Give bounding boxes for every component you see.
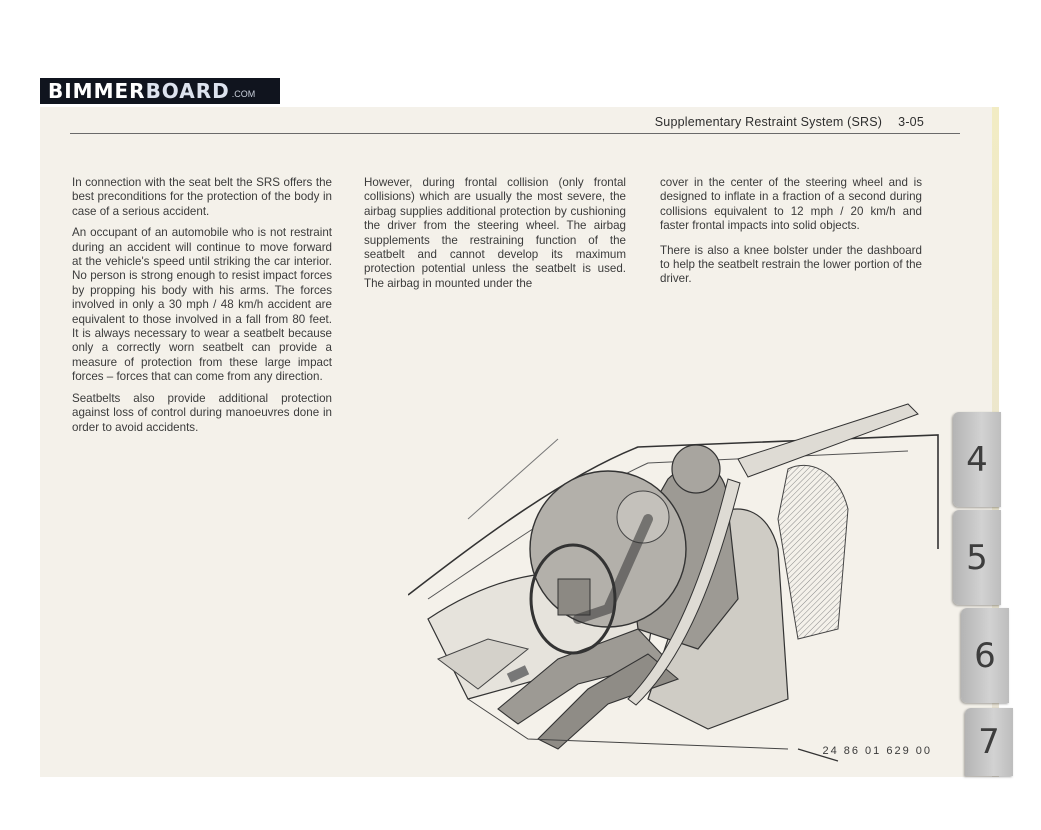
- manual-page: [40, 107, 999, 777]
- paragraph: However, during frontal collision (only frontal collisions) which are usually the most severe, the airbag supplies additional protection by cushioning the driver from the steering wheel. The airbag supplements the restraining function of the seatbelt and cannot develop its maximum protection potential unless the seatbelt is used. The airbag in mounted under the: [364, 176, 626, 290]
- text-column-1: [72, 176, 332, 442]
- page-number: 3-05: [898, 115, 924, 129]
- chapter-tab-6[interactable]: 6: [961, 608, 1009, 703]
- section-title: Supplementary Restraint System (SRS): [654, 115, 883, 129]
- paragraph: Seatbelts also provide additional protection against loss of control during manoeuvres done in order to avoid accidents.: [72, 391, 332, 434]
- chapter-tab-7[interactable]: 7: [965, 708, 1013, 776]
- chapter-tab-5[interactable]: 5: [953, 510, 1001, 605]
- text-column-2: [364, 176, 626, 298]
- paragraph: In connection with the seat belt the SRS offers the best preconditions for the protection of the body in case of a serious accident.: [72, 176, 332, 218]
- logo-text: BIMMERBOARD: [48, 79, 230, 103]
- airbag-illustration: [408, 399, 968, 767]
- bimmerboard-logo: [40, 78, 280, 104]
- airbag-illustration-drawing: [408, 399, 968, 767]
- figure-code: 24 86 01 629 00: [822, 745, 932, 757]
- running-head: [655, 115, 924, 129]
- paragraph: There is also a knee bolster under the dashboard to help the seatbelt restrain the lower portion of the driver.: [660, 243, 922, 286]
- logo-domain: .COM: [231, 89, 256, 99]
- header-rule: [70, 133, 960, 134]
- paragraph: An occupant of an automobile who is not restraint during an accident will continue to move forward at the vehicle's speed until striking the car interior. No person is strong enough to resist impact forces by propping his body with his arms. The forces involved in only a 30 mph / 48 km/h accident are equivalent to those involved in a fall from 80 feet. It is always necessary to wear a seatbelt because only a correctly worn seatbelt can provide a measure of protection from these large impact forces – forces that can come from any direction.: [72, 226, 332, 384]
- text-column-3: [660, 176, 922, 297]
- chapter-tab-4[interactable]: 4: [953, 412, 1001, 507]
- paragraph: cover in the center of the steering wheel and is designed to inflate in a fraction of a second during collisions equivalent to 12 mph / 20 km/h and faster frontal impacts into solid objects.: [660, 176, 922, 233]
